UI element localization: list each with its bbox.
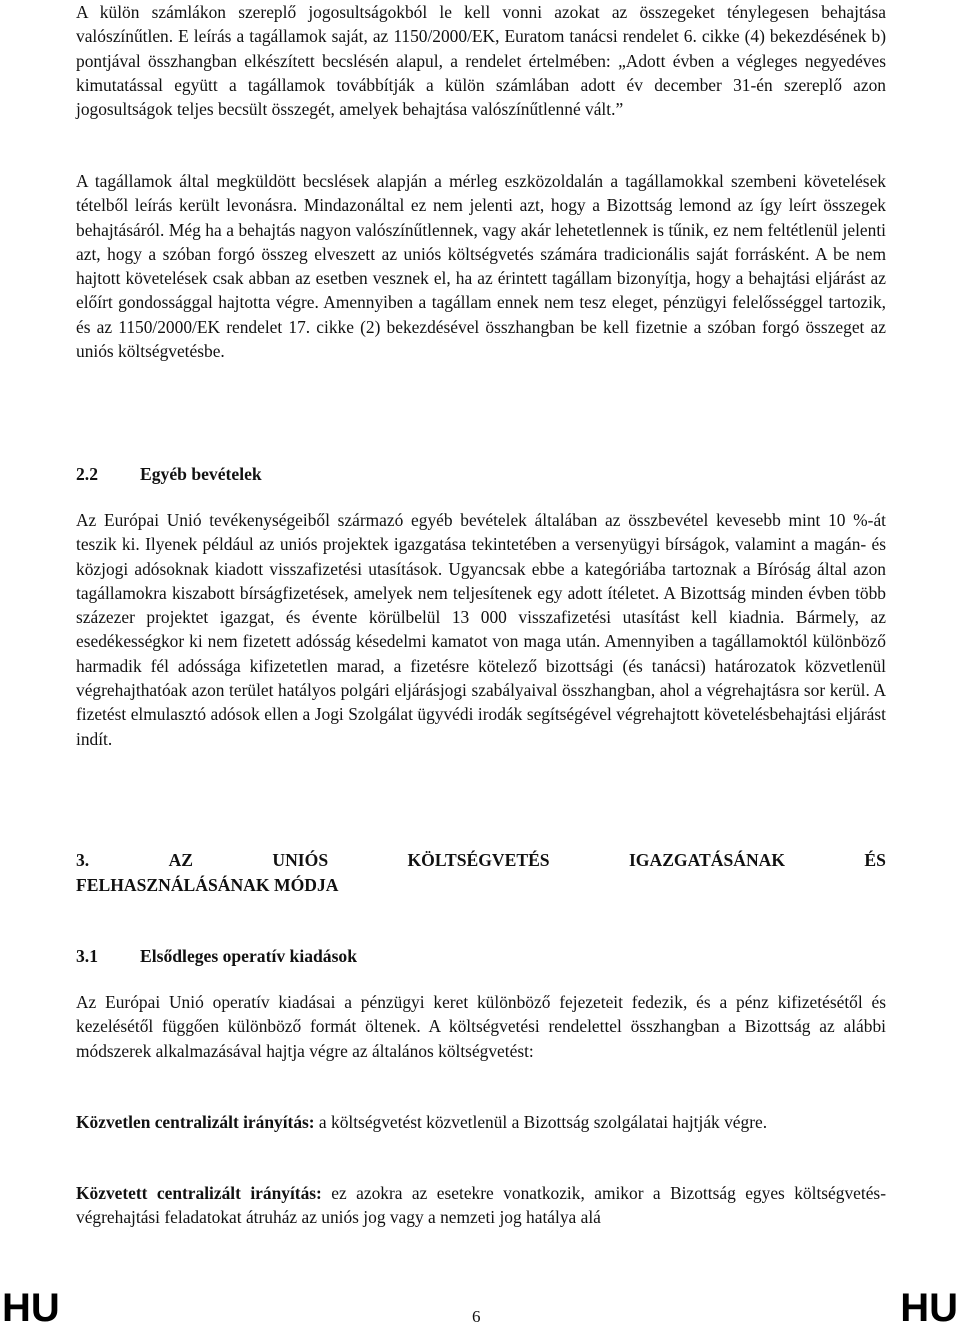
section-heading-2-2 xyxy=(76,462,262,486)
section-heading-3-line2: FELHASZNÁLÁSÁNAK MÓDJA xyxy=(76,875,339,895)
paragraph-indirect-centralised xyxy=(76,1181,886,1230)
footer-language-right: HU xyxy=(900,1286,958,1330)
term-text: a költségvetést közvetlenül a Bizottság szolgálatai hajtják végre. xyxy=(314,1112,768,1132)
section-heading-3-line1 xyxy=(76,848,886,873)
page-number: 6 xyxy=(472,1307,481,1326)
paragraph-operational-expenditure: Az Európai Unió operatív kiadásai a pénzügyi keret különböző fejezeteit fedezik, és a pénz kifizetésétől és kezelésétől függően különböző formát öltenek. A költségvetési rendelettel összhangban a Bizottság az alábbi módszerek alkalmazásával hajtja végre az általános költségvetést: xyxy=(76,992,886,1061)
section-number: 3.1 xyxy=(76,946,98,966)
section-heading-3-1 xyxy=(76,944,357,968)
term-label: Közvetett centralizált irányítás: xyxy=(76,1183,322,1203)
term-text: ez azokra az esetekre vonatkozik, amikor a Bizottság egyes költségvetés-végrehajtási feladatokat átruház az uniós jog vagy a nemzeti jog hatálya alá xyxy=(76,1183,886,1228)
heading-word: ÉS xyxy=(864,850,886,870)
heading-word: IGAZGATÁSÁNAK xyxy=(628,850,786,870)
paragraph-writeoff: A külön számlákon szereplő jogosultságokból le kell vonni azokat az összegeket ténylegesen behajtása valószínűtlen. E leírás a tagállamok saját, az 1150/2000/EK, Euratom tanácsi rendelet 6. cikke (4) bekezdésének b) pontjával összhangban elkészített becslésén alapul, a rendelet értelmében: „Adott évben a végleges negyedéves kimutatással együtt a tagállamok továbbítják a külön számlában adott év december 31-én szereplő azon jogosultságok teljes becsült összegét, amelyek behajtása valószínűtlenné vált.” xyxy=(76,2,886,120)
paragraph-direct-centralised xyxy=(76,1110,767,1134)
section-title: Egyéb bevételek xyxy=(140,464,262,484)
heading-word: UNIÓS xyxy=(272,850,329,870)
section-number: 2.2 xyxy=(76,464,98,484)
section-title: Elsődleges operatív kiadások xyxy=(140,946,358,966)
heading-word: KÖLTSÉGVETÉS xyxy=(407,850,550,870)
paragraph-other-revenue: Az Európai Unió tevékenységeiből származó egyéb bevételek általában az összbevétel kevesebb mint 10 %-át teszik ki. Ilyenek például az uniós projektek igazgatása tekintetében a versenyügyi bírságok, valamint a magán- és közjogi adósoknak kiadott visszafizetési utasítások. Ugyancsak ebbe a kategóriába tartoznak a Bíróság által azon tagállamokra kiszabott bírságfizetések, amelyek nem teljesítenek egy adott ítéletet. A Bizottság minden évben több százezer projektet igazgat, és évente körülbelül 13 000 visszafizetési utasítást kell kiadnia. Bármely, az esedékességkor ki nem fizetett adósság késedelmi kamatot von maga után. Amennyiben a tagállamoktól különböző harmadik fél adóssága kifizetetlen marad, a fizetésre kötelező bizottsági (és tanácsi) határozatok közvetlenül végrehajthatóak azon terület hatályos polgári eljárásjogi szabályaival összhangban, ahol a végrehajtásra sor kerül. A fizetést elmulasztó adósok ellen a Jogi Szolgálat ügyvédi irodák segítségével végrehajtott követelésbehajtási eljárást indít. xyxy=(76,510,886,749)
section-heading-3 xyxy=(76,848,886,898)
paragraph-member-state-estimates: A tagállamok által megküldött becslések alapján a mérleg eszközoldalán a tagállamokkal szembeni követelések tételből leírás került levonásra. Mindazonáltal ez nem jelenti azt, hogy a Bizottság lemond az így leírt összegek behajtásáról. Még ha a behajtás nagyon valószínűtlennek, vagy akár lehetetlennek is tűnik, ez nem feltétlenül jelenti azt, hogy a szóban forgó összeg elveszett az uniós költségvetés számára tradicionális saját forrásként. A be nem hajtott követelések csak abban az esetben vesznek el, ha az érintett tagállam bizonyítja, hogy a behajtási eljárást az előírt gondossággal hajtotta végre. Amennyiben a tagállam ennek nem tesz eleget, pénzügyi felelősséggel tartozik, és az 1150/2000/EK rendelet 17. cikke (2) bekezdésével összhangban be kell fizetnie a szóban forgó összeget az uniós költségvetésbe. xyxy=(76,171,886,362)
term-label: Közvetlen centralizált irányítás: xyxy=(76,1112,315,1132)
footer-language-left: HU xyxy=(2,1286,60,1330)
heading-word: AZ xyxy=(168,850,194,870)
heading-word: 3. xyxy=(76,850,90,870)
